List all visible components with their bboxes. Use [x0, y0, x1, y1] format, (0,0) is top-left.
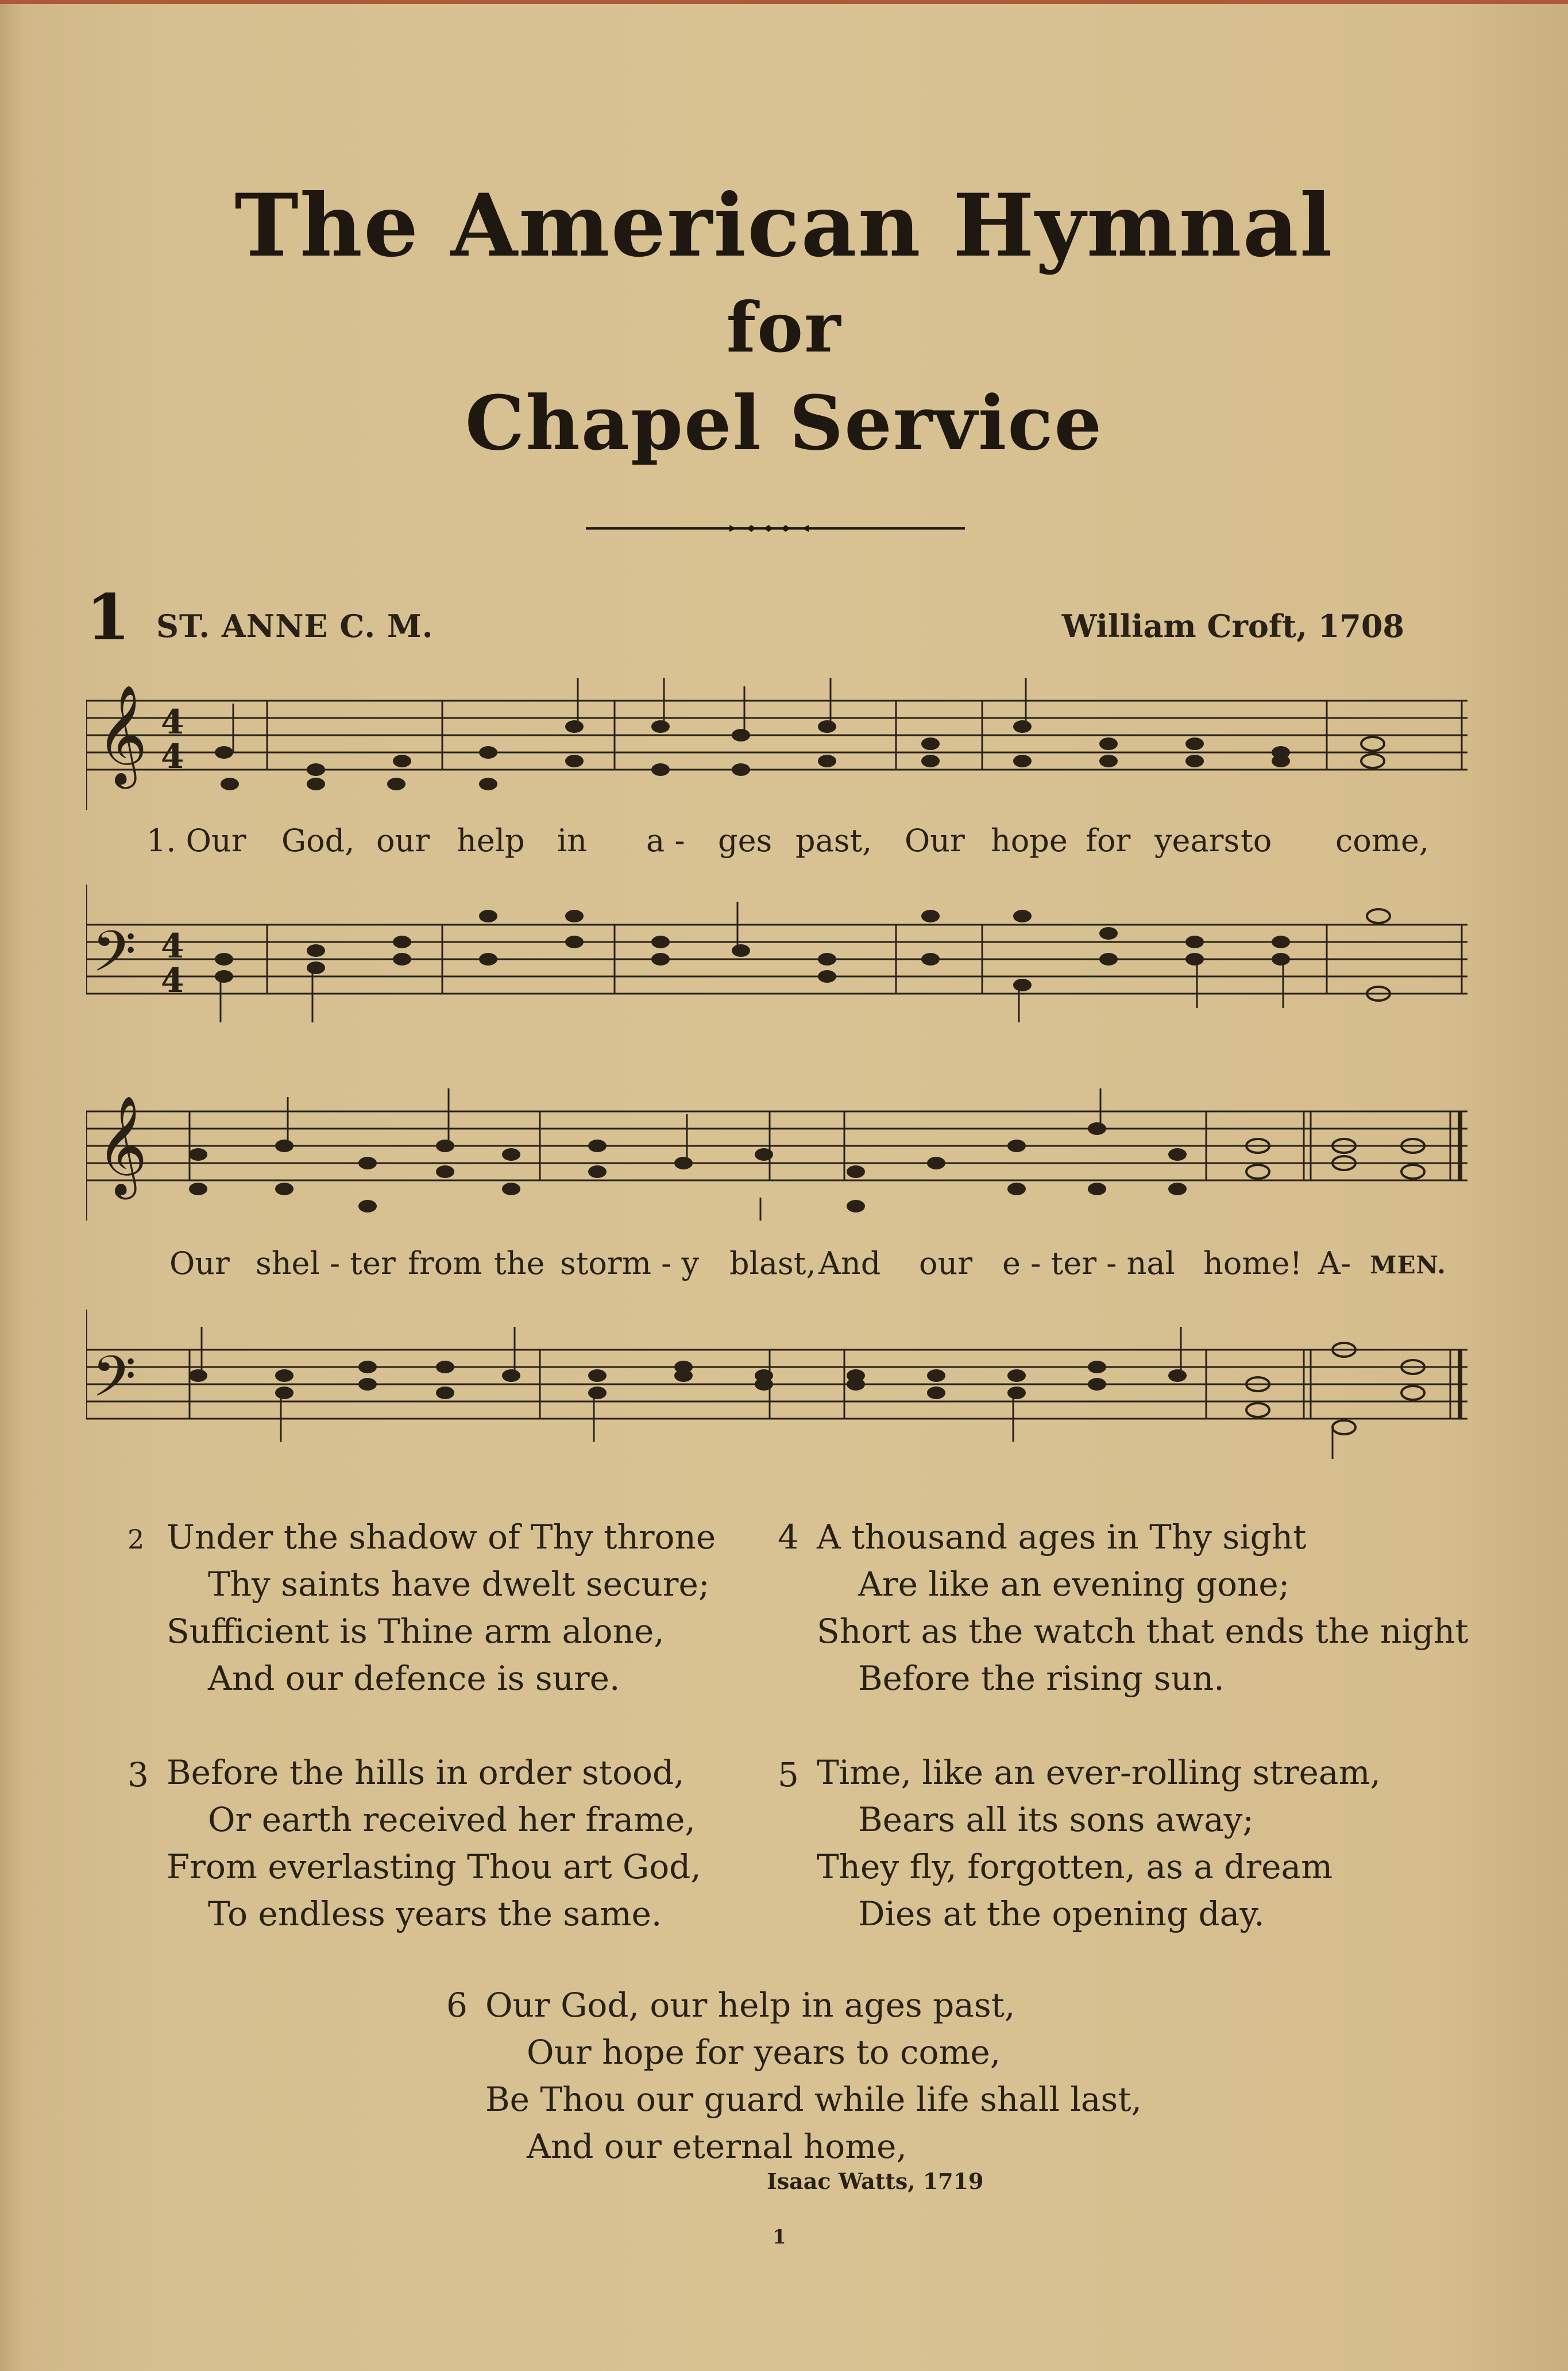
verse-number: 3 — [128, 1755, 149, 1794]
svg-text:4: 4 — [161, 961, 184, 1000]
page-number: 1 — [773, 2226, 786, 2249]
lyric-2-5: storm - y — [560, 1245, 700, 1281]
verse-3 — [128, 1749, 701, 1937]
svg-text:4: 4 — [161, 737, 184, 776]
verse-line: Time, like an ever-rolling stream, — [817, 1753, 1381, 1792]
verse-6 — [446, 1982, 1142, 2170]
verse-line: Or earth received her frame, — [208, 1800, 696, 1839]
verse-line: From everlasting Thou art God, — [167, 1847, 701, 1886]
lyric-2-2: shel - ter — [256, 1245, 396, 1281]
verse-line: Short as the watch that ends the night — [817, 1612, 1469, 1651]
verse-line: Sufficient is Thine arm alone, — [167, 1612, 665, 1651]
lyric-amen-a: A- — [1318, 1245, 1351, 1281]
lyric-1-5: in — [557, 822, 588, 859]
lyric-amen-b: MEN. — [1370, 1251, 1446, 1279]
verse-5 — [778, 1749, 1381, 1937]
verse-line: And our defence is sure. — [208, 1659, 620, 1698]
verse-line: Under the shadow of Thy throne — [167, 1517, 716, 1557]
lyric-2-8: our — [919, 1245, 973, 1281]
verse-line: And our eternal home, — [527, 2127, 907, 2166]
bass-staff-2 — [86, 1310, 1467, 1459]
lyric-1-13: to — [1241, 822, 1272, 859]
composer-credit: William Croft, 1708 — [1061, 608, 1404, 644]
svg-text:4: 4 — [161, 702, 184, 742]
lyric-2-4: the — [494, 1245, 545, 1281]
lyric-2-3: from — [408, 1245, 482, 1281]
lyric-2-6: blast, — [729, 1245, 816, 1281]
hymnal-title: The American Hymnal — [234, 175, 1334, 276]
bass-staff-1 — [86, 885, 1467, 1022]
verse-line: Before the rising sun. — [858, 1659, 1225, 1698]
lyric-1-3: our — [376, 822, 430, 859]
lyric-1-7: ges — [718, 822, 773, 859]
lyric-1-8: past, — [795, 822, 872, 859]
lyric-1-1: 1. Our — [146, 822, 246, 859]
verse-line: Are like an evening gone; — [858, 1565, 1290, 1604]
verse-line: Dies at the opening day. — [858, 1894, 1265, 1933]
lyric-1-9: Our — [905, 822, 965, 859]
verse-line: Thy saints have dwelt secure; — [208, 1565, 710, 1604]
tune-name: ST. ANNE C. M. — [156, 608, 434, 644]
svg-text:𝄞: 𝄞 — [96, 1095, 148, 1195]
lyric-1-2: God, — [281, 822, 355, 859]
verse-number: 6 — [446, 1986, 468, 2025]
hymnal-title-for: for — [726, 287, 842, 368]
verse-number: 2 — [128, 1524, 145, 1555]
lyric-1-11: for — [1086, 822, 1131, 859]
verse-line: Our God, our help in ages past, — [485, 1986, 1015, 2025]
verse-line: Before the hills in order stood, — [167, 1753, 685, 1792]
lyric-2-9: e - ter - nal — [1002, 1245, 1175, 1281]
treble-staff-1 — [86, 678, 1467, 810]
lyric-1-10: hope — [991, 822, 1068, 859]
lyric-1-6: a - — [646, 822, 685, 859]
verse-line: Bears all its sons away; — [858, 1800, 1254, 1839]
verse-line: A thousand ages in Thy sight — [817, 1517, 1307, 1557]
lyricist-credit: Isaac Watts, 1719 — [767, 2168, 984, 2194]
svg-text:𝄢: 𝄢 — [92, 1344, 137, 1424]
verse-number: 5 — [778, 1755, 799, 1794]
svg-text:𝄢: 𝄢 — [92, 919, 137, 999]
lyric-2-10: home! — [1203, 1245, 1303, 1281]
lyric-2-7: And — [818, 1245, 881, 1281]
lyric-2-1: Our — [169, 1245, 230, 1281]
hymnal-subtitle: Chapel Service — [465, 379, 1103, 467]
verse-line: To endless years the same. — [208, 1894, 662, 1933]
verse-line: Be Thou our guard while life shall last, — [485, 2080, 1142, 2119]
verse-4 — [778, 1513, 1469, 1702]
lyric-1-4: help — [457, 822, 525, 859]
treble-staff-2 — [86, 1088, 1467, 1221]
verse-number: 4 — [778, 1517, 799, 1557]
verse-line: Our hope for years to come, — [527, 2033, 1001, 2072]
verse-line: They fly, forgotten, as a dream — [817, 1847, 1333, 1886]
hymn-number: 1 — [86, 580, 130, 654]
svg-text:𝄞: 𝄞 — [96, 685, 148, 785]
lyric-1-12: years — [1154, 822, 1240, 859]
page-top-edge — [0, 0, 1568, 4]
ornamental-divider — [586, 523, 965, 534]
svg-text:4: 4 — [161, 926, 184, 966]
lyric-1-14: come, — [1335, 822, 1430, 859]
verse-2 — [128, 1513, 716, 1702]
